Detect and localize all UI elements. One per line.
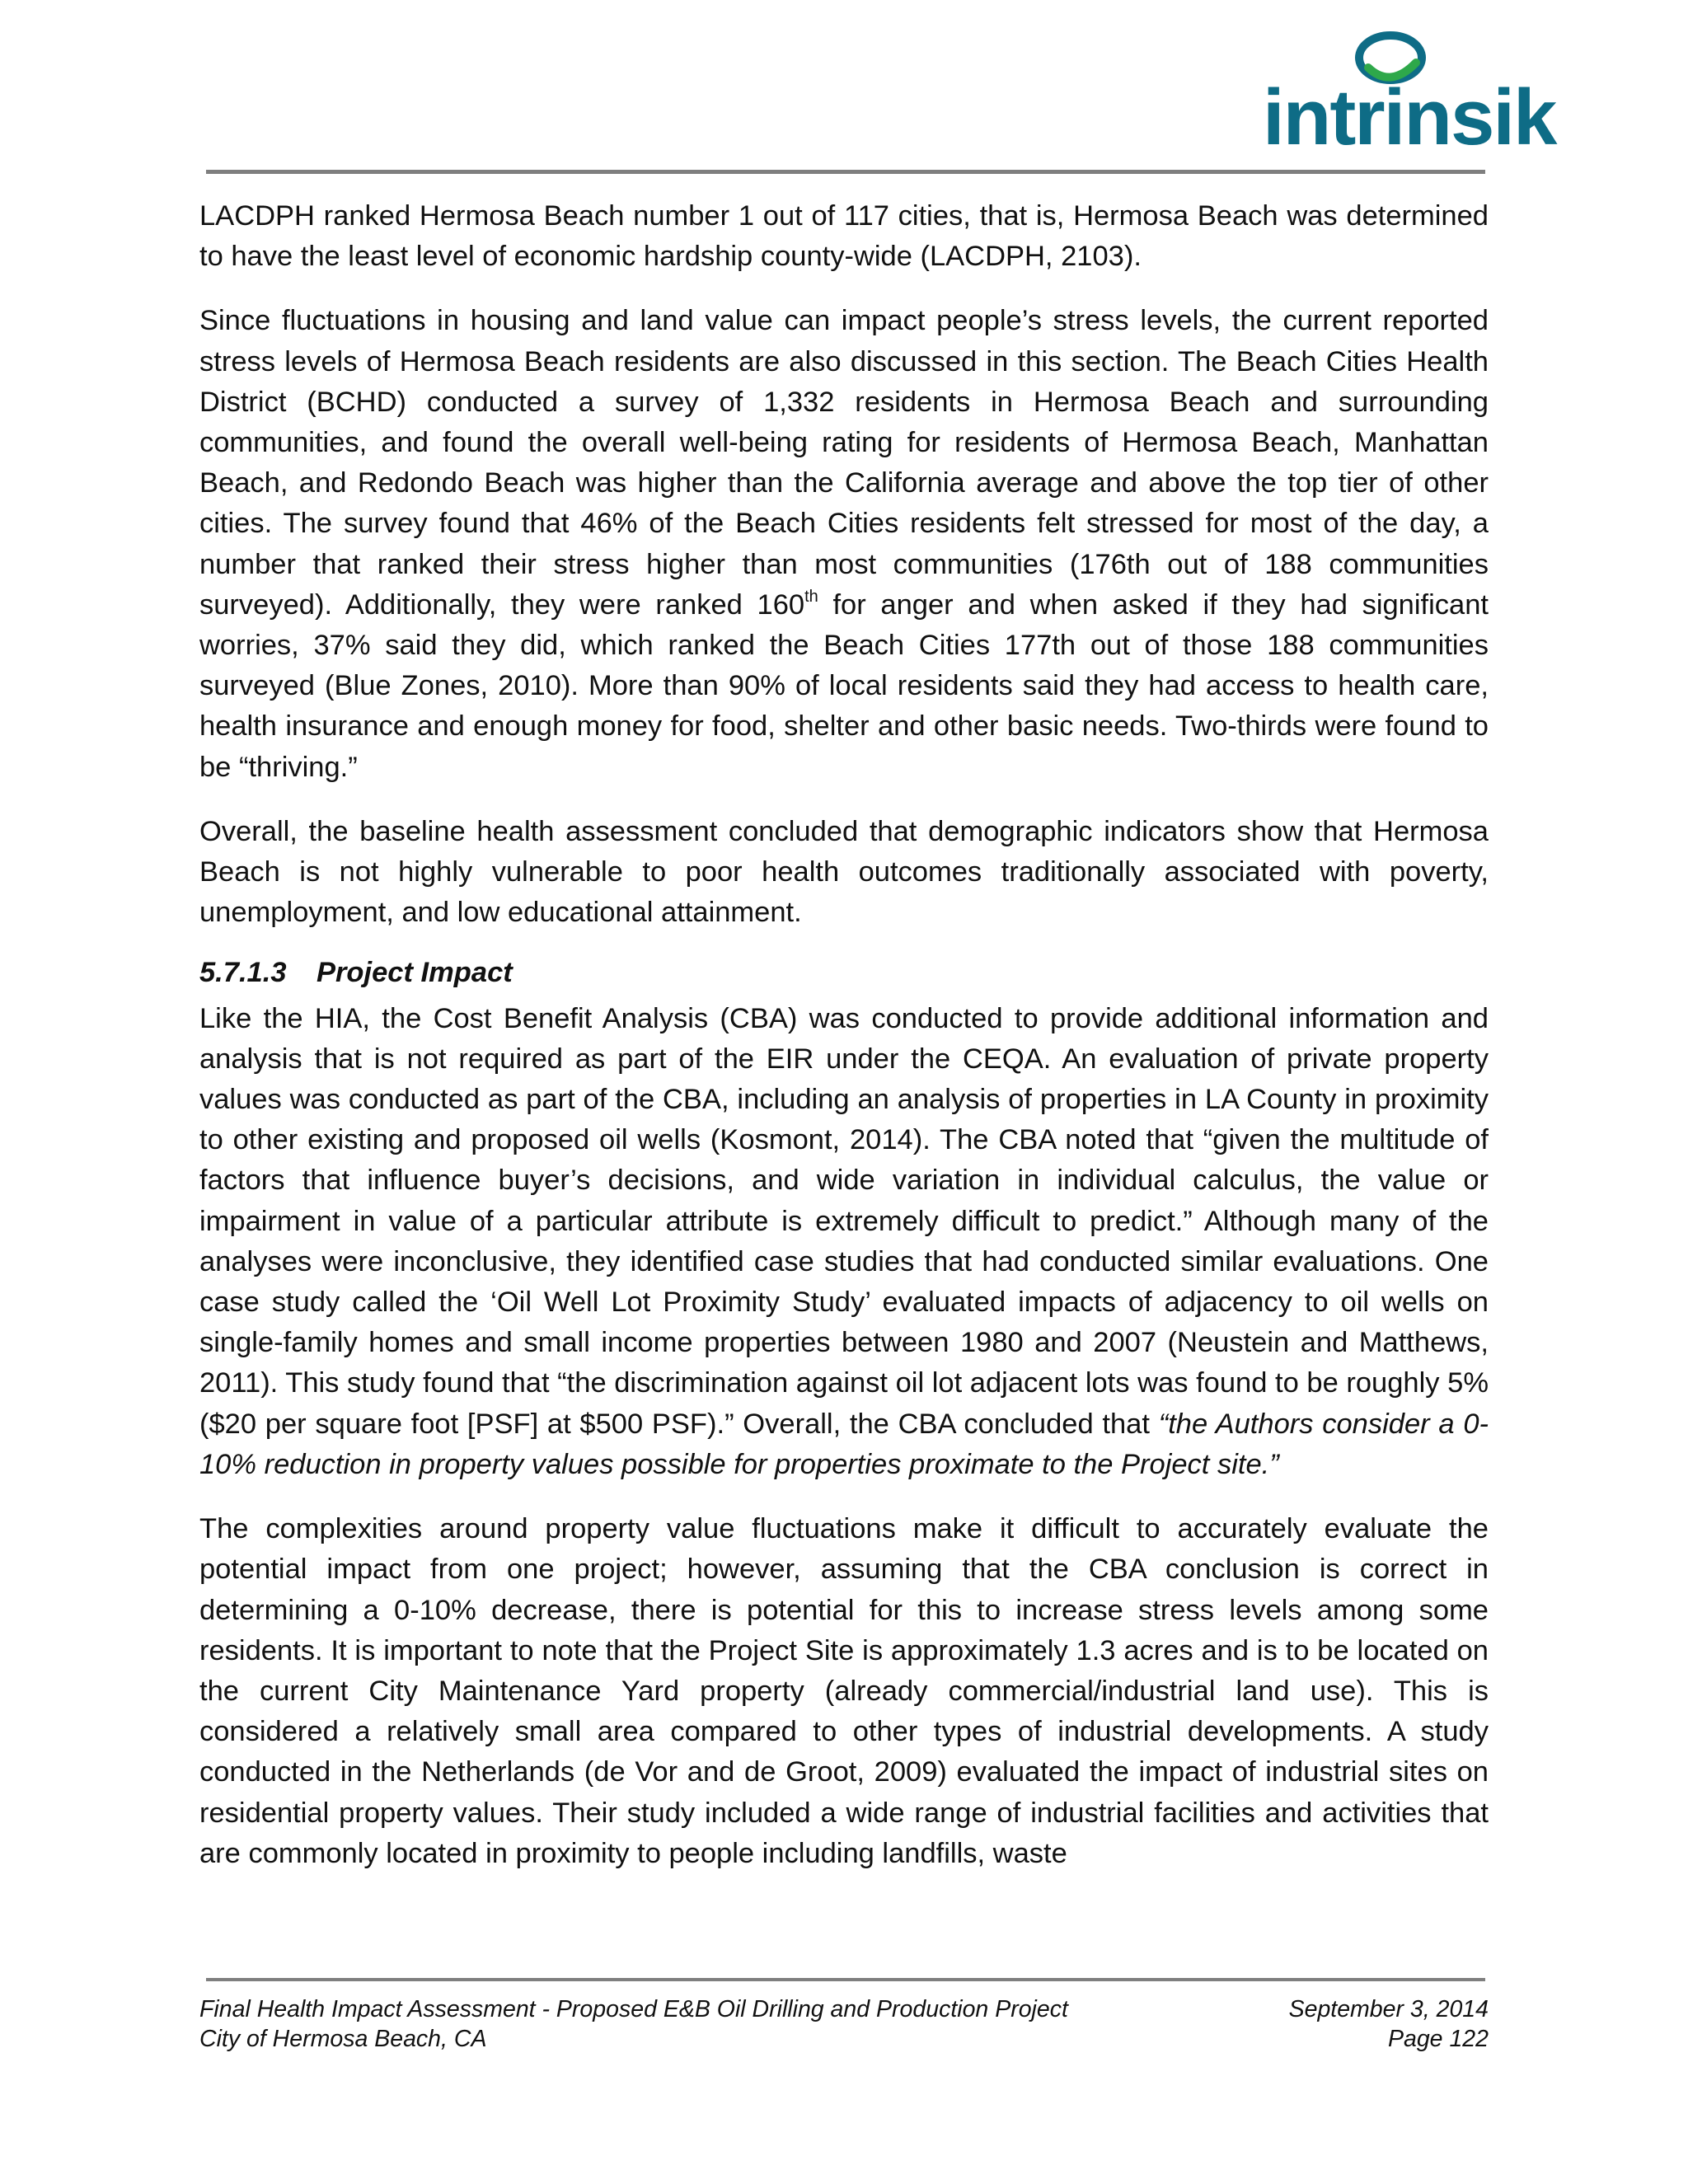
intrinsik-logo — [1263, 30, 1556, 162]
footer-divider — [206, 1978, 1485, 1981]
section-number: 5.7.1.3 — [199, 957, 287, 989]
paragraph-stress-levels-text-a: Since fluctuations in housing and land value can impact people’s stress levels, the current reported stress levels of Hermosa Beach residents are also discussed in this section. The Beach Cities Health District (BCHD) conducted a survey of 1,332 residents in Hermosa Beach and surrounding communities, and found the overall well-being rating for residents of Hermosa Beach, Manhattan Beach, and Redondo Beach was higher than the California average and above the top tier of other cities. The survey found that 46% of the Beach Cities residents felt stressed for most of the day, a number that ranked their stress higher than most communities (176th out of 188 communities surveyed). Additionally, they were ranked 160 — [199, 305, 1489, 621]
section-title: Project Impact — [316, 957, 513, 989]
footer-date: September 3, 2014 — [1288, 1996, 1489, 2022]
header-divider — [206, 170, 1485, 174]
paragraph-economic-hardship: LACDPH ranked Hermosa Beach number 1 out of 117 cities, that is, Hermosa Beach was determined to have the least level of economic hardship county-wide (LACDPH, 2103). — [199, 200, 1489, 273]
footer-document-title: Final Health Impact Assessment - Proposed E&B Oil Drilling and Production Project — [199, 1996, 1068, 2022]
paragraph-stress-levels — [199, 301, 1489, 787]
page-footer — [199, 1994, 1489, 2054]
footer-client: City of Hermosa Beach, CA — [199, 2026, 487, 2052]
paragraph-cba-text: Like the HIA, the Cost Benefit Analysis (CBA) was conducted to provide additional information and analysis that is not required as part of the EIR under the CEQA. An evaluation of private property values was conducted as part of the CBA, including an analysis of properties in LA County in proximity to other existing and proposed oil wells (Kosmont, 2014). The CBA noted that “given the multitude of factors that influence buyer’s decisions, and wide variation in individual calculus, the value or impairment in value of a particular attribute is extremely difficult to predict.” Although many of the analyses were inconclusive, they identified case studies that had conducted similar evaluations. One case study called the ‘Oil Well Lot Proximity Study’ evaluated impacts of adjacency to oil wells on single-family homes and small income properties between 1980 and 2007 (Neustein and Matthews, 2011). This study found that “the discrimination against oil lot adjacent lots was found to be roughly 5% ($20 per square foot [PSF] at $500 PSF).” Overall, the CBA concluded that — [199, 1002, 1489, 1440]
paragraph-cba-quote: “the Authors consider a 0-10% reduction in property values possible for properties proximate to the Project site.” — [199, 1408, 1489, 1480]
document-body — [199, 196, 1489, 1874]
logo-wordmark: intrinsik — [1263, 73, 1556, 162]
paragraph-stress-levels-text-b: for anger and when asked if they had significant worries, 37% said they did, which ranked the Beach Cities 177th out of those 188 communities surveyed (Blue Zones, 2010). More than 90% of local residents said they had access to health care, health insurance and enough money for food, shelter and other basic needs. Two-thirds were found to be “thriving.” — [199, 588, 1489, 783]
superscript-th: th — [804, 587, 818, 606]
section-heading — [199, 953, 1489, 993]
paragraph-baseline-conclusion: Overall, the baseline health assessment concluded that demographic indicators show that Hermosa Beach is not highly vulnerable to poor health outcomes traditionally associated with poverty, unemployment, and low educational attainment. — [199, 815, 1489, 929]
paragraph-cost-benefit-analysis — [199, 999, 1489, 1485]
footer-page-number: Page 122 — [1387, 2026, 1489, 2052]
paragraph-property-value: The complexities around property value fluctuations make it difficult to accurately evaluate the potential impact from one project; however, assuming that the CBA conclusion is correct in determining a 0-10% decrease, there is potential for this to increase stress levels among some residents. It is important to note that the Project Site is approximately 1.3 acres and is to be located on the current City Maintenance Yard property (already commercial/industrial land use). This is considered a relatively small area compared to other types of industrial developments. A study conducted in the Netherlands (de Vor and de Groot, 2009) evaluated the impact of industrial sites on residential property values. Their study included a wide range of industrial facilities and activities that are commonly located in proximity to people including landfills, waste — [199, 1513, 1489, 1869]
